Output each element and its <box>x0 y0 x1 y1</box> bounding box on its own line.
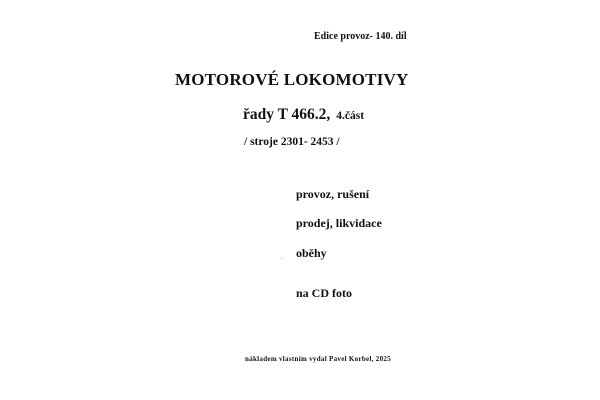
topic-item: oběhy <box>296 246 327 260</box>
topic-item: provoz, rušení <box>296 187 370 201</box>
series-name: řady T 466.2, <box>243 106 331 123</box>
series-line <box>243 106 364 124</box>
scan-speck <box>281 257 282 259</box>
media-note: na CD foto <box>296 286 352 300</box>
machine-range: / stroje 2301- 2453 / <box>244 136 340 148</box>
edition-label: Edice provoz- 140. díl <box>314 31 407 42</box>
series-part: 4.část <box>336 110 365 122</box>
publisher-line: nákladem vlastním vydal Pavel Korbel, 2025 <box>245 355 391 363</box>
topic-item: prodej, likvidace <box>296 216 382 230</box>
document-title: MOTOROVÉ LOKOMOTIVY <box>175 70 409 89</box>
